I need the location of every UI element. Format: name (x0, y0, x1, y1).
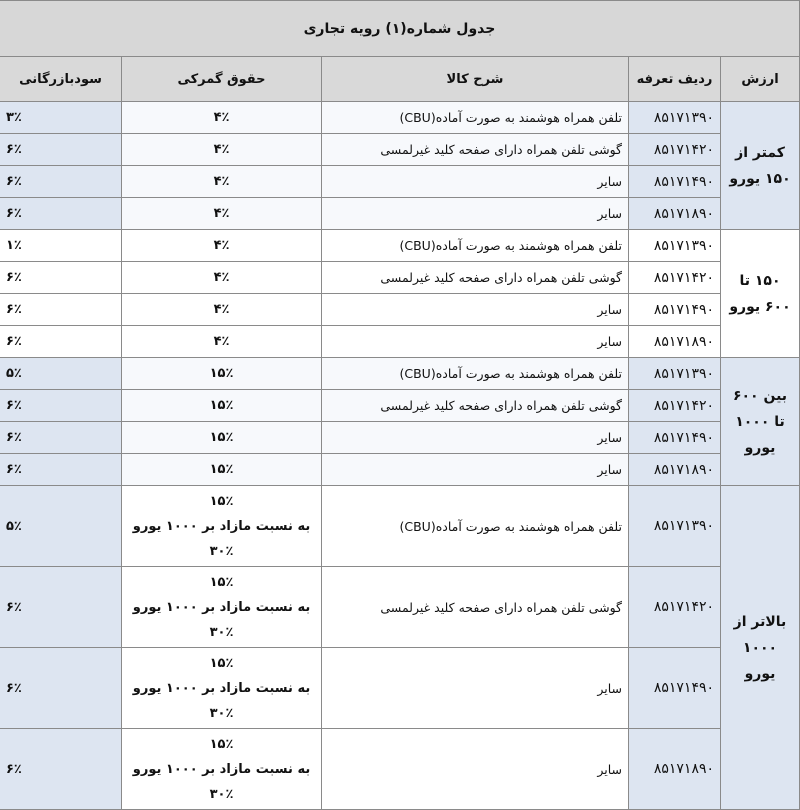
value-range-cell: بین ۶۰۰ تا ۱۰۰۰ یورو (721, 358, 800, 486)
duty-line: ۱۵٪ (209, 493, 234, 509)
description-cell: سایر (322, 729, 629, 810)
duty-line: ۳۰٪ (209, 705, 234, 721)
duty-cell (122, 648, 322, 729)
description-cell: سایر (322, 648, 629, 729)
tariff-cell: ۸۵۱۷۱۳۹۰ (629, 230, 721, 262)
table-row (0, 294, 800, 326)
profit-cell: ۶٪ (0, 729, 122, 810)
profit-cell: ۶٪ (0, 422, 122, 454)
profit-cell: ۶٪ (0, 134, 122, 166)
duty-line: به نسبت مازاد بر ۱۰۰۰ یورو (132, 518, 311, 534)
table-row (0, 166, 800, 198)
value-range-cell: کمتر از ۱۵۰ یورو (721, 102, 800, 230)
tariff-cell: ۸۵۱۷۱۴۹۰ (629, 648, 721, 729)
header-description: شرح کالا (322, 57, 629, 102)
table-row (0, 230, 800, 262)
profit-cell: ۳٪ (0, 102, 122, 134)
table-row (0, 358, 800, 390)
duty-cell: ۴٪ (122, 198, 322, 230)
header-tariff: ردیف تعرفه (629, 57, 721, 102)
description-cell: سایر (322, 422, 629, 454)
header-duty: حقوق گمرکی (122, 57, 322, 102)
profit-cell: ۶٪ (0, 648, 122, 729)
description-cell: گوشی تلفن همراه دارای صفحه کلید غیرلمسی (322, 262, 629, 294)
tariff-cell: ۸۵۱۷۱۸۹۰ (629, 729, 721, 810)
profit-cell: ۵٪ (0, 486, 122, 567)
description-cell: تلفن همراه هوشمند به صورت آماده(CBU) (322, 358, 629, 390)
tariff-cell: ۸۵۱۷۱۴۲۰ (629, 134, 721, 166)
tariff-cell: ۸۵۱۷۱۸۹۰ (629, 326, 721, 358)
profit-cell: ۶٪ (0, 567, 122, 648)
table-row (0, 454, 800, 486)
description-cell: سایر (322, 198, 629, 230)
tariff-cell: ۸۵۱۷۱۴۹۰ (629, 294, 721, 326)
tariff-cell: ۸۵۱۷۱۴۲۰ (629, 390, 721, 422)
profit-cell: ۶٪ (0, 262, 122, 294)
description-cell: تلفن همراه هوشمند به صورت آماده(CBU) (322, 486, 629, 567)
tariff-cell: ۸۵۱۷۱۳۹۰ (629, 358, 721, 390)
profit-cell: ۵٪ (0, 358, 122, 390)
tariff-cell: ۸۵۱۷۱۸۹۰ (629, 198, 721, 230)
tariff-cell: ۸۵۱۷۱۳۹۰ (629, 486, 721, 567)
table-row (0, 729, 800, 810)
duty-line: به نسبت مازاد بر ۱۰۰۰ یورو (132, 761, 311, 777)
table-row (0, 262, 800, 294)
duty-cell: ۴٪ (122, 230, 322, 262)
duty-cell: ۱۵٪ (122, 454, 322, 486)
duty-cell: ۱۵٪ (122, 422, 322, 454)
profit-cell: ۶٪ (0, 390, 122, 422)
table-title-row (0, 1, 800, 57)
duty-line: به نسبت مازاد بر ۱۰۰۰ یورو (132, 680, 311, 696)
description-cell: تلفن همراه هوشمند به صورت آماده(CBU) (322, 230, 629, 262)
tariff-cell: ۸۵۱۷۱۴۲۰ (629, 567, 721, 648)
duty-cell (122, 567, 322, 648)
duty-line: ۳۰٪ (209, 786, 234, 802)
header-profit: سودبازرگانی (0, 57, 122, 102)
tariff-cell: ۸۵۱۷۱۴۹۰ (629, 166, 721, 198)
tariff-cell: ۸۵۱۷۱۸۹۰ (629, 454, 721, 486)
description-cell: گوشی تلفن همراه دارای صفحه کلید غیرلمسی (322, 567, 629, 648)
duty-line: ۳۰٪ (209, 624, 234, 640)
duty-cell (122, 486, 322, 567)
description-cell: تلفن همراه هوشمند به صورت آماده(CBU) (322, 102, 629, 134)
duty-cell: ۴٪ (122, 326, 322, 358)
duty-cell: ۴٪ (122, 102, 322, 134)
duty-line: ۱۵٪ (209, 574, 234, 590)
table-row (0, 134, 800, 166)
duty-line: به نسبت مازاد بر ۱۰۰۰ یورو (132, 599, 311, 615)
profit-cell: ۶٪ (0, 454, 122, 486)
table-row (0, 390, 800, 422)
table-row (0, 422, 800, 454)
description-cell: گوشی تلفن همراه دارای صفحه کلید غیرلمسی (322, 134, 629, 166)
table-row (0, 198, 800, 230)
description-cell: سایر (322, 326, 629, 358)
value-range-cell: بالاتر از ۱۰۰۰ یورو (721, 486, 800, 810)
duty-line: ۱۵٪ (209, 655, 234, 671)
table-row (0, 567, 800, 648)
tariff-cell: ۸۵۱۷۱۴۲۰ (629, 262, 721, 294)
table-row (0, 102, 800, 134)
duty-cell: ۱۵٪ (122, 390, 322, 422)
value-range-cell: ۱۵۰ تا ۶۰۰ یورو (721, 230, 800, 358)
header-row (0, 57, 800, 102)
table-title: جدول شماره(۱) رویه تجاری (0, 1, 800, 57)
tariff-cell: ۸۵۱۷۱۴۹۰ (629, 422, 721, 454)
table-row (0, 326, 800, 358)
description-cell: سایر (322, 294, 629, 326)
duty-cell: ۱۵٪ (122, 358, 322, 390)
profit-cell: ۱٪ (0, 230, 122, 262)
tariff-cell: ۸۵۱۷۱۳۹۰ (629, 102, 721, 134)
profit-cell: ۶٪ (0, 198, 122, 230)
duty-line: ۳۰٪ (209, 543, 234, 559)
duty-cell: ۴٪ (122, 134, 322, 166)
duty-cell: ۴٪ (122, 262, 322, 294)
profit-cell: ۶٪ (0, 326, 122, 358)
table-row (0, 648, 800, 729)
duty-line: ۱۵٪ (209, 736, 234, 752)
duty-cell: ۴٪ (122, 166, 322, 198)
table-row (0, 486, 800, 567)
description-cell: گوشی تلفن همراه دارای صفحه کلید غیرلمسی (322, 390, 629, 422)
profit-cell: ۶٪ (0, 294, 122, 326)
duty-cell: ۴٪ (122, 294, 322, 326)
header-value: ارزش (721, 57, 800, 102)
description-cell: سایر (322, 454, 629, 486)
description-cell: سایر (322, 166, 629, 198)
profit-cell: ۶٪ (0, 166, 122, 198)
duty-cell (122, 729, 322, 810)
